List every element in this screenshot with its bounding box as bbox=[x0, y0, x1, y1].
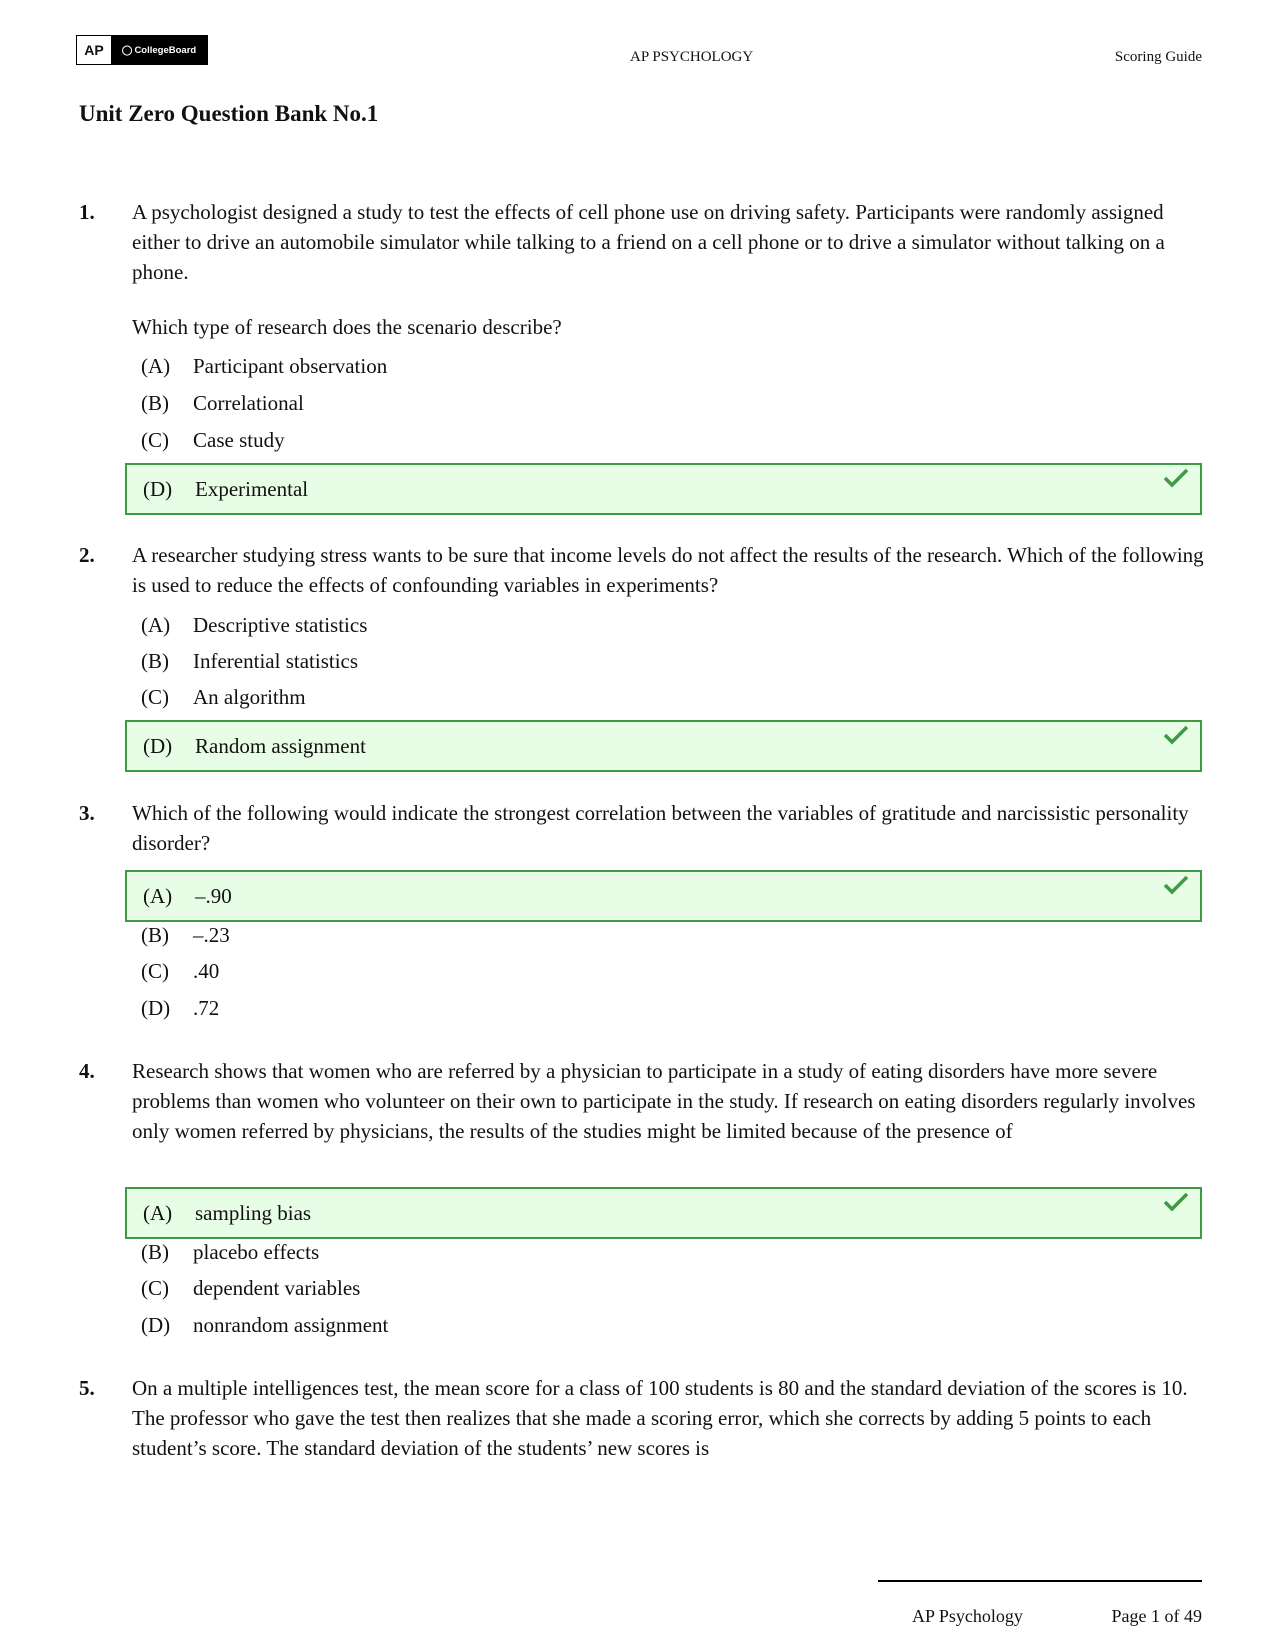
acorn-icon: ◯ bbox=[121, 44, 133, 56]
option-d-correct: (D) Experimental bbox=[125, 463, 1202, 515]
option-c: (C) .40 bbox=[141, 958, 220, 983]
checkmark-icon bbox=[1162, 1191, 1190, 1213]
option-d-correct: (D) Random assignment bbox=[125, 720, 1202, 772]
option-c: (C) An algorithm bbox=[141, 684, 306, 709]
checkmark-icon bbox=[1162, 467, 1190, 489]
option-b: (B) –.23 bbox=[141, 922, 230, 947]
option-d: (D) nonrandom assignment bbox=[141, 1312, 389, 1337]
option-c: (C) dependent variables bbox=[141, 1275, 361, 1300]
question-number: 1. bbox=[79, 200, 95, 224]
question-text: Research shows that women who are referred by a physician to participate in a study of eating disorders have more severe problems than women who volunteer on their own to participate in the study. If research on eating disorders regularly involves only women referred by physicians, the results of the studies might be limited because of the presence of bbox=[132, 1059, 1196, 1143]
ap-collegeboard-logo bbox=[76, 35, 208, 65]
checkmark-icon bbox=[1162, 874, 1190, 896]
option-b: (B) placebo effects bbox=[141, 1239, 320, 1264]
ap-logo: AP bbox=[77, 36, 111, 64]
question-number: 4. bbox=[79, 1059, 95, 1083]
question-text: On a multiple intelligences test, the mean score for a class of 100 students is 80 and the standard deviation of the scores is 10. The professor who gave the test then realizes that she made a scoring error, which she corrects by adding 5 points to each student’s score. The standard deviation of the students’ new scores is bbox=[132, 1376, 1188, 1460]
footer-subject: AP Psychology bbox=[912, 1606, 1023, 1626]
header-subject: AP PSYCHOLOGY bbox=[630, 49, 754, 65]
question-number: 3. bbox=[79, 801, 95, 825]
question-prompt: Which type of research does the scenario describe? bbox=[132, 315, 562, 339]
question-text: A researcher studying stress wants to be sure that income levels do not affect the results of the research. Which of the following is used to reduce the effects of confounding variables in experiments? bbox=[132, 543, 1204, 597]
option-a: (A) Participant observation bbox=[141, 353, 388, 378]
option-a-correct: (A) –.90 bbox=[125, 870, 1202, 922]
footer-divider bbox=[878, 1580, 1202, 1582]
option-a-correct: (A) sampling bias bbox=[125, 1187, 1202, 1239]
header-right: Scoring Guide bbox=[1114, 49, 1202, 65]
option-b: (B) Inferential statistics bbox=[141, 648, 359, 673]
question-number: 2. bbox=[79, 543, 95, 567]
question-text: A psychologist designed a study to test the effects of cell phone use on driving safety. Participants were randomly assigned either to drive an automobile simulator while talking to a friend on a cell phone or to drive a simulator without talking on a phone. bbox=[132, 200, 1165, 284]
collegeboard-logo: CollegeBoard bbox=[134, 44, 197, 56]
page-number: Page 1 of 49 bbox=[1111, 1606, 1202, 1626]
page-title: Unit Zero Question Bank No.1 bbox=[79, 101, 379, 126]
option-b: (B) Correlational bbox=[141, 390, 304, 415]
checkmark-icon bbox=[1162, 724, 1190, 746]
option-a: (A) Descriptive statistics bbox=[141, 612, 368, 637]
option-d: (D) .72 bbox=[141, 995, 220, 1020]
question-text: Which of the following would indicate the strongest correlation between the variables of gratitude and narcissistic personality disorder? bbox=[132, 801, 1189, 855]
option-c: (C) Case study bbox=[141, 427, 285, 452]
question-number: 5. bbox=[79, 1376, 95, 1400]
